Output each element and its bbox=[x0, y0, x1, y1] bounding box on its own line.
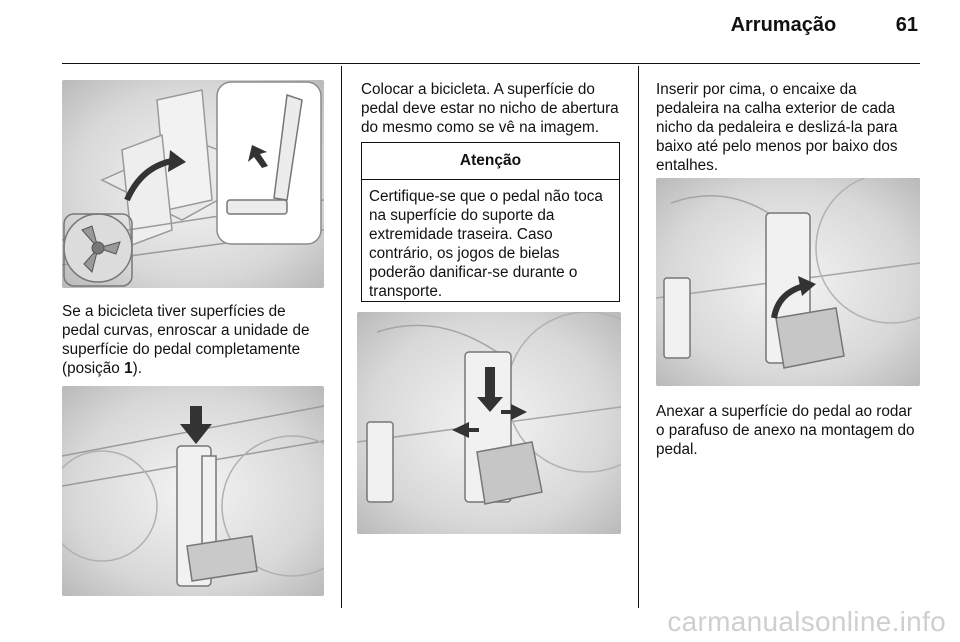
col1-text: Se a bicicleta tiver superfícies de pedal curvas, enroscar a unidade de superfície do pedal completamente (posição bbox=[62, 303, 310, 377]
illustration-insert-pedal bbox=[62, 386, 324, 596]
illustration-pedal-niche bbox=[357, 312, 621, 534]
col1-paragraph bbox=[62, 302, 324, 378]
attention-box bbox=[361, 142, 620, 302]
attention-text: Certifique-se que o pedal não toca na superfície do suporte da extremidade traseira. Caso contrário, os jogos de bielas poderão danificar-se durante o transporte. bbox=[369, 188, 603, 300]
position-number: 1 bbox=[124, 360, 133, 377]
attention-heading: Atenção bbox=[362, 143, 619, 180]
illustration-pedal-unit bbox=[62, 80, 324, 288]
column-divider-1 bbox=[341, 66, 342, 608]
col3-paragraph-bottom bbox=[656, 402, 922, 459]
page-header bbox=[731, 14, 918, 37]
col2-text: Colocar a bicicleta. A superfície do pedal deve estar no nicho de abertura do mesmo como se vê na imagem. bbox=[361, 81, 619, 136]
watermark-text: carmanualsonline.info bbox=[667, 606, 946, 637]
page-number: 61 bbox=[895, 14, 918, 36]
col3-paragraph-top bbox=[656, 80, 918, 175]
header-rule bbox=[62, 63, 920, 64]
col2-paragraph bbox=[361, 80, 623, 137]
col3-text-top: Inserir por cima, o encaixe da pedaleira na calha exterior de cada nicho da pedaleira e deslizá-la para baixo até pelo menos por baixo dos entalhes. bbox=[656, 81, 898, 174]
illustration-attach-pedal bbox=[656, 178, 920, 386]
col3-text-bottom: Anexar a superfície do pedal ao rodar o parafuso de anexo na montagem do pedal. bbox=[656, 403, 915, 458]
page-title: Arrumação bbox=[730, 14, 837, 36]
column-divider-2 bbox=[638, 66, 639, 608]
col1-text-end: ). bbox=[132, 360, 142, 377]
